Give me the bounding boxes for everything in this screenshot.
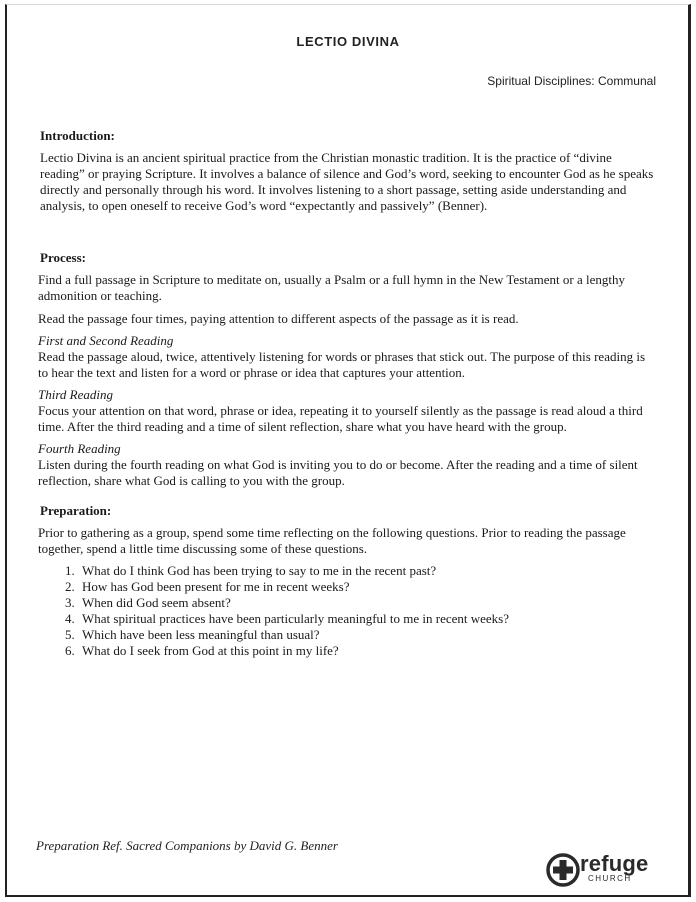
list-item: 4. What spiritual practices have been particularly meaningful to me in recent weeks?: [78, 611, 656, 627]
reading-title-first-second: First and Second Reading: [38, 333, 174, 348]
document-body: [38, 128, 656, 659]
question-list: [38, 563, 656, 659]
reading-title-third: Third Reading: [38, 387, 113, 402]
reading-title-fourth: Fourth Reading: [38, 441, 121, 456]
introduction-heading: Introduction:: [40, 128, 115, 143]
list-item: 5. Which have been less meaningful than usual?: [78, 627, 656, 643]
logo-subtext: CHURCH: [588, 874, 632, 883]
list-item: 1. What do I think God has been trying to say to me in the recent past?: [78, 563, 656, 579]
page-subtitle: Spiritual Disciplines: Communal: [487, 74, 656, 88]
process-heading: Process:: [40, 250, 86, 265]
introduction-text: Lectio Divina is an ancient spiritual practice from the Christian monastic tradition. It is the practice of “divine reading” or praying Scripture. It involves a balance of silence and God’s word, seeking to encounter God as he speaks directly and personally through his word. It involves listening to a short passage, setting aside understanding and analysis, to open oneself to receive God’s word “expectantly and passively” (Benner).: [40, 150, 654, 213]
preparation-heading: Preparation:: [40, 503, 112, 518]
page-title: LECTIO DIVINA: [296, 34, 400, 49]
footer-reference: Preparation Ref. Sacred Companions by David G. Benner: [36, 838, 338, 853]
reading-text-first-second: Read the passage aloud, twice, attentively listening for words or phrases that stick out. The purpose of this reading is to hear the text and listen for a word or phrase or idea that captures your attention.: [38, 349, 646, 380]
list-item: 2. How has God been present for me in recent weeks?: [78, 579, 656, 595]
preparation-text: Prior to gathering as a group, spend some time reflecting on the following questions. Prior to reading the passage together, spend a little time discussing some of these questions.: [38, 525, 626, 556]
logo-word: refuge: [580, 851, 649, 876]
reading-text-third: Focus your attention on that word, phrase or idea, repeating it to yourself silently as the passage is read aloud a third time. After the third reading and a time of silent reflection, share what you have heard with the group.: [38, 403, 643, 434]
cross-circle-icon: [546, 853, 580, 887]
process-paragraph-1: Find a full passage in Scripture to meditate on, usually a Psalm or a full hymn in the New Testament or a lengthy admonition or teaching.: [38, 272, 625, 303]
process-paragraph-2: Read the passage four times, paying attention to different aspects of the passage as it is read.: [38, 311, 519, 326]
list-item: 6. What do I seek from God at this point in my life?: [78, 643, 656, 659]
reading-text-fourth: Listen during the fourth reading on what God is inviting you to do or become. After the reading and a time of silent reflection, share what God is calling to you with the group.: [38, 457, 638, 488]
refuge-church-logo: [546, 852, 658, 888]
list-item: 3. When did God seem absent?: [78, 595, 656, 611]
